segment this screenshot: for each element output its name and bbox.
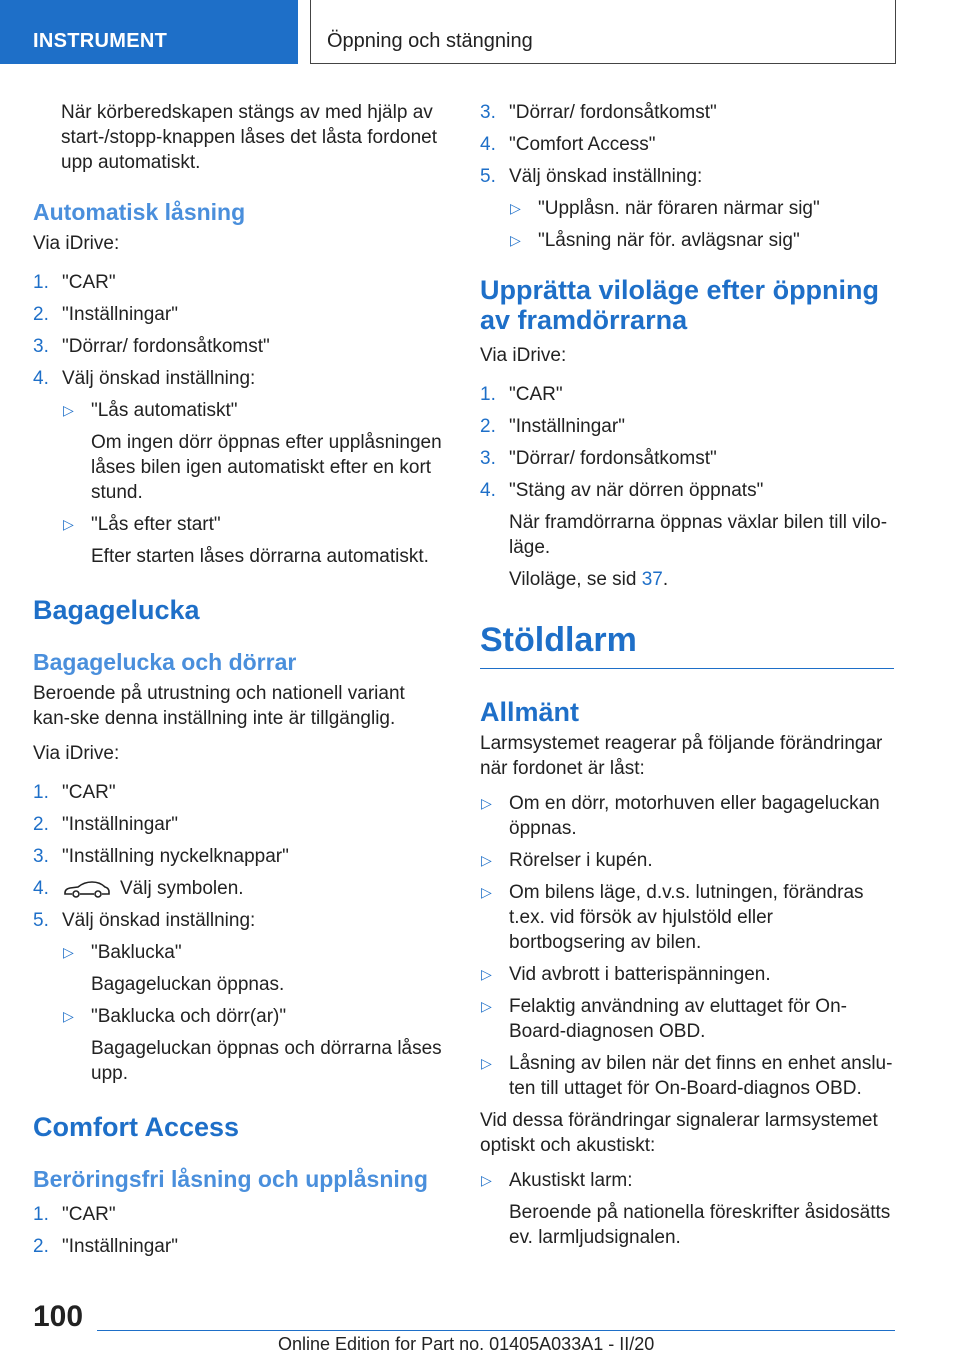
triangle-bullet-icon: ▷ <box>481 1172 492 1188</box>
list-item: ▷ Låsning av bilen när det finns en enhet anslu-ten till uttaget för On-Board-diagnos OBD. <box>481 1053 893 1099</box>
list-item: 5. Välj önskad inställning: <box>480 166 703 187</box>
list-item: ▷ "Upplåsn. när föraren närmar sig" <box>510 198 820 219</box>
comfort-access-heading: Comfort Access <box>33 1112 240 1142</box>
list-item: 3. "Dörrar/ fordonsåtkomst" <box>480 102 717 123</box>
list-item: 1. "CAR" <box>33 1204 116 1225</box>
list-item: 1. "CAR" <box>480 384 563 405</box>
rest-mode-ref: Viloläge, se sid 37. <box>509 569 669 590</box>
auto-lock-via: Via iDrive: <box>33 233 120 254</box>
triangle-bullet-icon: ▷ <box>63 944 74 960</box>
alarm-heading: Stöldlarm <box>480 621 637 659</box>
triangle-bullet-icon: ▷ <box>63 516 74 532</box>
list-item: 4. Välj symbolen. <box>33 878 244 899</box>
triangle-bullet-icon: ▷ <box>481 852 492 868</box>
left-column <box>33 100 447 1266</box>
alarm-triggers <box>480 791 894 1101</box>
triangle-bullet-icon: ▷ <box>481 795 492 811</box>
triangle-bullet-icon: ▷ <box>481 1055 492 1071</box>
list-item: ▷ Om en dörr, motorhuven eller bagageluckan öppnas. <box>481 793 880 839</box>
alarm-signal-text: Vid dessa förändringar signalerar larmsystemet optiskt och akustiskt: <box>480 1110 878 1156</box>
list-item: ▷ Rörelser i kupén. <box>481 850 653 871</box>
list-item: 2. "Inställningar" <box>480 416 625 437</box>
list-item: 1. "CAR" <box>33 782 116 803</box>
rest-mode-via: Via iDrive: <box>480 345 567 366</box>
triangle-bullet-icon: ▷ <box>481 998 492 1014</box>
page-ref-link[interactable]: 37 <box>641 569 663 590</box>
triangle-bullet-icon: ▷ <box>481 966 492 982</box>
list-item: 2. "Inställningar" <box>33 814 178 835</box>
list-item: 4. Välj önskad inställning: <box>33 368 256 389</box>
auto-lock-heading: Automatisk låsning <box>33 199 246 225</box>
list-item: ▷ Felaktig användning av eluttaget för On-Board-diagnosen OBD. <box>481 996 847 1042</box>
auto-lock-options <box>33 398 447 569</box>
trunk-steps <box>33 780 447 933</box>
list-item: ▷ "Baklucka och dörr(ar)" Bagageluckan öppnas och dörrarna låses upp. <box>63 1006 442 1084</box>
page-number: 100 <box>33 1300 84 1333</box>
right-column <box>480 100 894 1257</box>
header-chapter-title: Öppning och stängning <box>310 0 896 64</box>
intro-paragraph: När körberedskapen stängs av med hjälp av start-/stopp-knappen låses det låsta fordonet upp automatiskt. <box>61 102 438 173</box>
alarm-general-heading: Allmänt <box>480 697 580 727</box>
list-item: ▷ Vid avbrott i batterispänningen. <box>481 964 771 985</box>
triangle-bullet-icon: ▷ <box>510 232 521 248</box>
list-item: 5. Välj önskad inställning: <box>33 910 256 931</box>
triangle-bullet-icon: ▷ <box>510 200 521 216</box>
trunk-text: Beroende på utrustning och nationell variant kan-ske denna inställning inte är tillgänglig. <box>33 683 405 729</box>
triangle-bullet-icon: ▷ <box>63 1008 74 1024</box>
list-item: 3. "Dörrar/ fordonsåtkomst" <box>33 336 270 357</box>
list-item: 1. "CAR" <box>33 272 116 293</box>
rest-mode-heading: Upprätta viloläge efter öppning av framdörrarna <box>480 275 880 335</box>
list-item: ▷ "Lås efter start" Efter starten låses dörrarna automatiskt. <box>63 514 429 567</box>
rest-mode-desc: När framdörrarna öppnas växlar bilen till vilo-läge. <box>509 512 888 558</box>
list-item: 3. "Inställning nyckelknappar" <box>33 846 289 867</box>
car-trunk-icon <box>62 879 112 899</box>
comfort-steps-continued <box>480 100 894 189</box>
list-item: ▷ Om bilens läge, d.v.s. lutningen, förändras t.ex. vid försök av hjulstöld eller bortbogsering av bilen. <box>481 882 864 953</box>
triangle-bullet-icon: ▷ <box>481 884 492 900</box>
auto-lock-steps <box>33 270 447 391</box>
rest-mode-steps <box>480 382 894 592</box>
trunk-heading: Bagagelucka <box>33 595 200 625</box>
list-item: 2. "Inställningar" <box>33 1236 178 1257</box>
list-item: 4. "Comfort Access" <box>480 134 656 155</box>
comfort-steps <box>33 1202 447 1259</box>
trunk-via: Via iDrive: <box>33 743 120 764</box>
list-item: 4. "Stäng av när dörren öppnats" När framdörrarna öppnas växlar bilen till vilo-läge. Viloläge, se sid 37. <box>480 478 894 592</box>
list-item: ▷ "Lås automatiskt" Om ingen dörr öppnas efter upplåsningen låses bilen igen automatiskt efter en kort stund. <box>63 400 442 503</box>
list-item: 3. "Dörrar/ fordonsåtkomst" <box>480 448 717 469</box>
list-item: ▷ "Baklucka" Bagageluckan öppnas. <box>63 942 285 995</box>
header-section-tab: INSTRUMENT <box>0 0 298 64</box>
list-item: ▷ "Låsning när för. avlägsnar sig" <box>510 230 800 251</box>
heading-rule <box>480 668 894 669</box>
triangle-bullet-icon: ▷ <box>63 402 74 418</box>
alarm-signal-items <box>480 1168 894 1250</box>
comfort-access-subheading: Beröringsfri låsning och upplåsning <box>33 1166 428 1192</box>
trunk-subheading: Bagagelucka och dörrar <box>33 649 297 675</box>
comfort-options <box>480 196 894 253</box>
footer-edition: Online Edition for Part no. 01405A033A1 - II/20 <box>278 1334 655 1354</box>
trunk-options <box>33 940 447 1086</box>
list-item: ▷ Akustiskt larm: Beroende på nationella föreskrifter åsidosätts ev. larmljudsignalen. <box>481 1170 891 1248</box>
footer-rule <box>97 1330 895 1331</box>
alarm-intro: Larmsystemet reagerar på följande förändringar när fordonet är låst: <box>480 733 883 779</box>
list-item: 2. "Inställningar" <box>33 304 178 325</box>
